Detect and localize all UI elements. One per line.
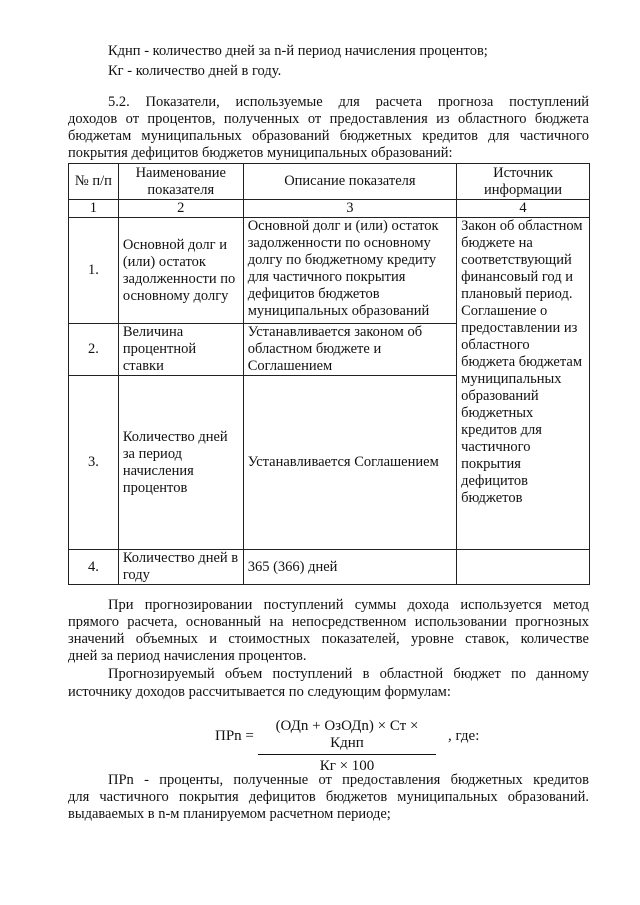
row-description: Основной долг и (или) остаток задолженности по основному долгу по бюджетному кредиту для частичного покрытия дефицитов бюджетов муниципальных образований [243,218,456,324]
table-row [69,550,590,585]
row-source: Закон об областном бюджете на соответствующий финансовый год и плановый период. Соглашение о предоставлении из областного бюджета бюджетам муниципальных образований бюджетных кредитов для частичного покрытия дефицитов бюджетов [457,218,590,550]
header-name: Наименование показателя [118,164,243,200]
intro-line-2: Кг - количество дней в году. [108,63,282,79]
row-source-empty [457,550,590,585]
paragraph-1-line-1: При прогнозировании поступлений суммы дохода используется метод [108,597,589,613]
column-number: 4 [457,200,590,218]
indicators-table [68,163,590,585]
column-number: 1 [69,200,119,218]
table-column-number-row [69,200,590,218]
row-number: 4. [69,550,119,585]
row-name: Количество дней в году [118,550,243,585]
row-number: 1. [69,218,119,324]
intro-line-1: Кднп - количество дней за n-й период начисления процентов; [108,43,488,59]
row-name: Величина процентной ставки [118,324,243,376]
column-number: 3 [243,200,456,218]
section-heading-line-1: 5.2. Показатели, используемые для расчета прогноза поступлений [108,94,589,110]
row-name: Основной долг и (или) остаток задолженности по основному долгу [118,218,243,324]
table-row [69,218,590,324]
header-number: № п/п [69,164,119,200]
formula-fraction [258,718,436,775]
row-name: Количество дней за период начисления процентов [118,376,243,550]
header-source: Источник информации [457,164,590,200]
section-heading-line-4: покрытия дефицитов бюджетов муниципальных образований: [68,145,453,161]
row-description: 365 (366) дней [243,550,456,585]
formula-lhs: ПРn = [215,728,254,744]
paragraph-3-line-1: ПРn - проценты, полученные от предоставления бюджетных кредитов [108,772,589,788]
row-description: Устанавливается Соглашением [243,376,456,550]
paragraph-1-line-2: прямого расчета, основанный на непосредственном использовании прогнозных [68,614,589,630]
paragraph-3-line-2: для частичного покрытия дефицитов бюджетов муниципальных образований. [68,789,589,805]
section-heading-line-2: доходов от процентов, полученных от предоставления из областного бюджета [68,111,589,127]
formula-suffix: , где: [448,728,480,744]
paragraph-1-line-4: дней за период начисления процентов. [68,648,307,664]
paragraph-2-line-1: Прогнозируемый объем поступлений в областной бюджет по данному [108,666,589,682]
section-heading-line-3: бюджетам муниципальных образований бюджетных кредитов для частичного [68,128,589,144]
paragraph-2-line-2: источнику доходов рассчитывается по следующим формулам: [68,684,451,700]
row-number: 3. [69,376,119,550]
paragraph-3-line-3: выдаваемых в n-м планируемом расчетном периоде; [68,806,391,822]
table-header-row [69,164,590,200]
formula-denominator: Кг × 100 [319,758,375,774]
column-number: 2 [118,200,243,218]
row-description: Устанавливается законом об областном бюджете и Соглашением [243,324,456,376]
paragraph-1-line-3: значений объемных и стоимостных показателей, уровне ставок, количестве [68,631,589,647]
header-description: Описание показателя [243,164,456,200]
row-number: 2. [69,324,119,376]
formula-numerator: (ОДn + ОзОДn) × Ст × Кднп [258,718,436,755]
